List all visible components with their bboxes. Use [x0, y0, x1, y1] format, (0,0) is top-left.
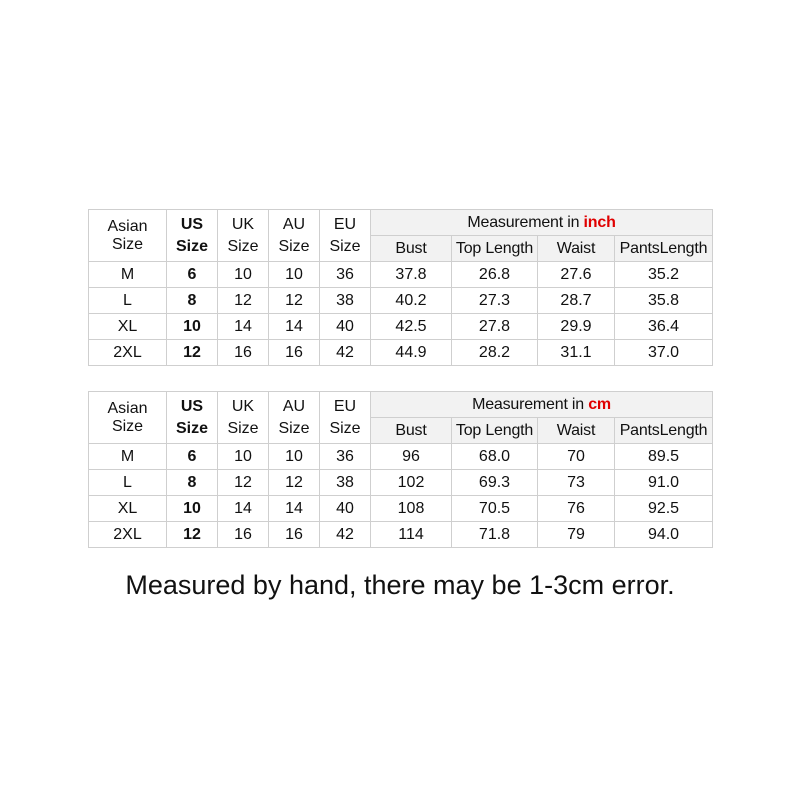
size-table-inch [88, 209, 713, 366]
header-row-1 [89, 392, 713, 418]
pants-length-cell: 37.0 [615, 340, 713, 366]
au-size-header: AU Size [269, 392, 320, 444]
pants-length-cell: 92.5 [615, 496, 713, 522]
asian-size-cell: L [89, 470, 167, 496]
au-size-cell: 16 [269, 340, 320, 366]
top-length-cell: 69.3 [452, 470, 538, 496]
waist-cell: 31.1 [538, 340, 615, 366]
bust-header: Bust [371, 236, 452, 262]
uk-size-cell: 10 [218, 262, 269, 288]
asian-size-header: Asian Size [89, 392, 167, 444]
waist-header: Waist [538, 236, 615, 262]
table-row [89, 314, 713, 340]
measurement-title: Measurement in inch [371, 210, 713, 236]
uk-size-header: UK Size [218, 210, 269, 262]
table-row [89, 340, 713, 366]
top-length-cell: 70.5 [452, 496, 538, 522]
asian-size-cell: XL [89, 496, 167, 522]
pants-length-cell: 94.0 [615, 522, 713, 548]
top-length-header: Top Length [452, 236, 538, 262]
uk-size-cell: 16 [218, 522, 269, 548]
asian-size-cell: XL [89, 314, 167, 340]
top-length-cell: 27.3 [452, 288, 538, 314]
waist-cell: 29.9 [538, 314, 615, 340]
uk-size-header: UK Size [218, 392, 269, 444]
pants-length-cell: 91.0 [615, 470, 713, 496]
waist-cell: 27.6 [538, 262, 615, 288]
eu-size-cell: 38 [320, 470, 371, 496]
au-size-cell: 12 [269, 288, 320, 314]
us-size-cell: 8 [167, 288, 218, 314]
waist-cell: 76 [538, 496, 615, 522]
bust-cell: 96 [371, 444, 452, 470]
au-size-cell: 10 [269, 262, 320, 288]
uk-size-cell: 12 [218, 288, 269, 314]
asian-size-cell: 2XL [89, 340, 167, 366]
us-size-cell: 6 [167, 262, 218, 288]
bust-cell: 108 [371, 496, 452, 522]
uk-size-cell: 16 [218, 340, 269, 366]
unit-label: inch [583, 213, 616, 231]
pants-length-header: PantsLength [615, 418, 713, 444]
waist-cell: 79 [538, 522, 615, 548]
asian-size-header: Asian Size [89, 210, 167, 262]
us-size-cell: 8 [167, 470, 218, 496]
eu-size-header: EU Size [320, 392, 371, 444]
top-length-cell: 68.0 [452, 444, 538, 470]
asian-size-cell: M [89, 444, 167, 470]
bust-cell: 42.5 [371, 314, 452, 340]
table-row [89, 470, 713, 496]
size-table-cm [88, 391, 713, 548]
header-row-1 [89, 210, 713, 236]
eu-size-cell: 40 [320, 496, 371, 522]
bust-cell: 102 [371, 470, 452, 496]
table-row [89, 262, 713, 288]
top-length-cell: 26.8 [452, 262, 538, 288]
uk-size-cell: 14 [218, 496, 269, 522]
au-size-cell: 12 [269, 470, 320, 496]
us-size-cell: 12 [167, 522, 218, 548]
eu-size-cell: 36 [320, 444, 371, 470]
us-size-cell: 12 [167, 340, 218, 366]
eu-size-cell: 42 [320, 340, 371, 366]
asian-size-cell: 2XL [89, 522, 167, 548]
uk-size-cell: 10 [218, 444, 269, 470]
au-size-cell: 10 [269, 444, 320, 470]
eu-size-cell: 42 [320, 522, 371, 548]
table-row [89, 522, 713, 548]
au-size-cell: 14 [269, 314, 320, 340]
waist-cell: 28.7 [538, 288, 615, 314]
top-length-header: Top Length [452, 418, 538, 444]
au-size-cell: 14 [269, 496, 320, 522]
pants-length-cell: 35.8 [615, 288, 713, 314]
au-size-header: AU Size [269, 210, 320, 262]
eu-size-cell: 40 [320, 314, 371, 340]
us-size-header: US Size [167, 210, 218, 262]
measurement-note: Measured by hand, there may be 1-3cm error. [125, 570, 675, 600]
uk-size-cell: 12 [218, 470, 269, 496]
top-length-cell: 28.2 [452, 340, 538, 366]
asian-size-cell: L [89, 288, 167, 314]
bust-header: Bust [371, 418, 452, 444]
au-size-cell: 16 [269, 522, 320, 548]
unit-label: cm [588, 395, 611, 413]
asian-size-cell: M [89, 262, 167, 288]
eu-size-cell: 36 [320, 262, 371, 288]
bust-cell: 40.2 [371, 288, 452, 314]
table-row [89, 444, 713, 470]
pants-length-cell: 89.5 [615, 444, 713, 470]
top-length-cell: 27.8 [452, 314, 538, 340]
us-size-header: US Size [167, 392, 218, 444]
uk-size-cell: 14 [218, 314, 269, 340]
pants-length-cell: 36.4 [615, 314, 713, 340]
bust-cell: 114 [371, 522, 452, 548]
waist-cell: 70 [538, 444, 615, 470]
bust-cell: 37.8 [371, 262, 452, 288]
us-size-cell: 10 [167, 496, 218, 522]
waist-cell: 73 [538, 470, 615, 496]
pants-length-header: PantsLength [615, 236, 713, 262]
table-row [89, 288, 713, 314]
waist-header: Waist [538, 418, 615, 444]
us-size-cell: 6 [167, 444, 218, 470]
bust-cell: 44.9 [371, 340, 452, 366]
pants-length-cell: 35.2 [615, 262, 713, 288]
eu-size-cell: 38 [320, 288, 371, 314]
us-size-cell: 10 [167, 314, 218, 340]
eu-size-header: EU Size [320, 210, 371, 262]
top-length-cell: 71.8 [452, 522, 538, 548]
table-row [89, 496, 713, 522]
measurement-title: Measurement in cm [371, 392, 713, 418]
